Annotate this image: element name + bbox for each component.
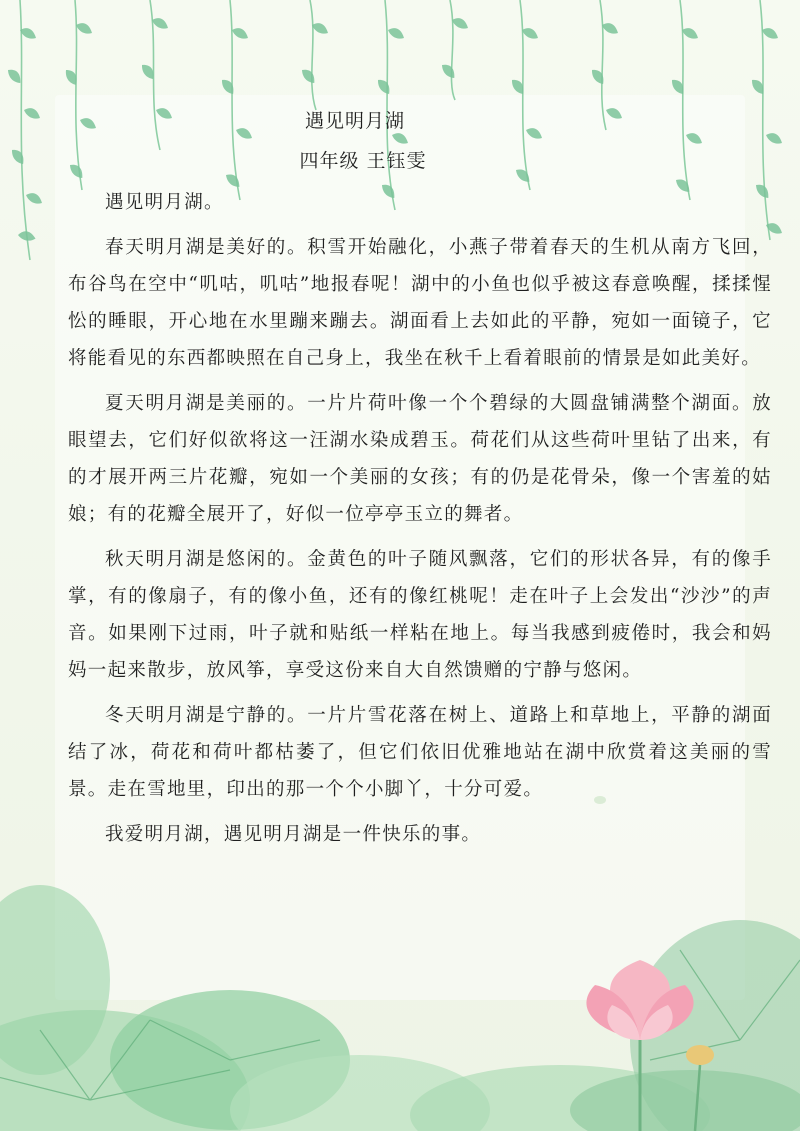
paragraph: 秋天明月湖是悠闲的。金黄色的叶子随风飘落，它们的形状各异，有的像手掌，有的像扇子，有的像小鱼，还有的像红桃呢！走在叶子上会发出“沙沙”的声音。如果刚下过雨，叶子就和贴纸一样粘在地上。每当我感到疲倦时，我会和妈妈一起来散步，放风筝，享受这份来自大自然馈赠的宁静与悠闲。 — [68, 549, 772, 681]
document-body — [68, 184, 772, 861]
document-title: 遇见明月湖 — [304, 110, 405, 132]
paragraph: 冬天明月湖是宁静的。一片片雪花落在树上、道路上和草地上，平静的湖面结了冰，荷花和荷叶都枯萎了，但它们依旧优雅地站在湖中欣赏着这美丽的雪景。走在雪地里，印出的那一个个小脚丫，十分可爱。 — [68, 705, 772, 800]
paragraph: 夏天明月湖是美丽的。一片片荷叶像一个个碧绿的大圆盘铺满整个湖面。放眼望去，它们好似欲将这一汪湖水染成碧玉。荷花们从这些荷叶里钻了出来，有的才展开两三片花瓣，宛如一个美丽的女孩；有的仍是花骨朵，像一个害羞的姑娘；有的花瓣全展开了，好似一位亭亭玉立的舞者。 — [68, 393, 772, 525]
paragraph: 我爱明月湖，遇见明月湖是一件快乐的事。 — [105, 824, 482, 845]
paragraph: 春天明月湖是美好的。积雪开始融化，小燕子带着春天的生机从南方飞回，布谷鸟在空中“叽咕，叽咕”地报春呢！湖中的小鱼也似乎被这春意唤醒，揉揉惺忪的睡眼，开心地在水里蹦来蹦去。湖面看上去如此的平静，宛如一面镜子，它将能看见的东西都映照在自己身上，我坐在秋千上看着眼前的情景是如此美好。 — [68, 237, 772, 369]
author-line: 四年级 王钰雯 — [299, 150, 427, 172]
paragraph: 遇见明月湖。 — [105, 192, 224, 213]
